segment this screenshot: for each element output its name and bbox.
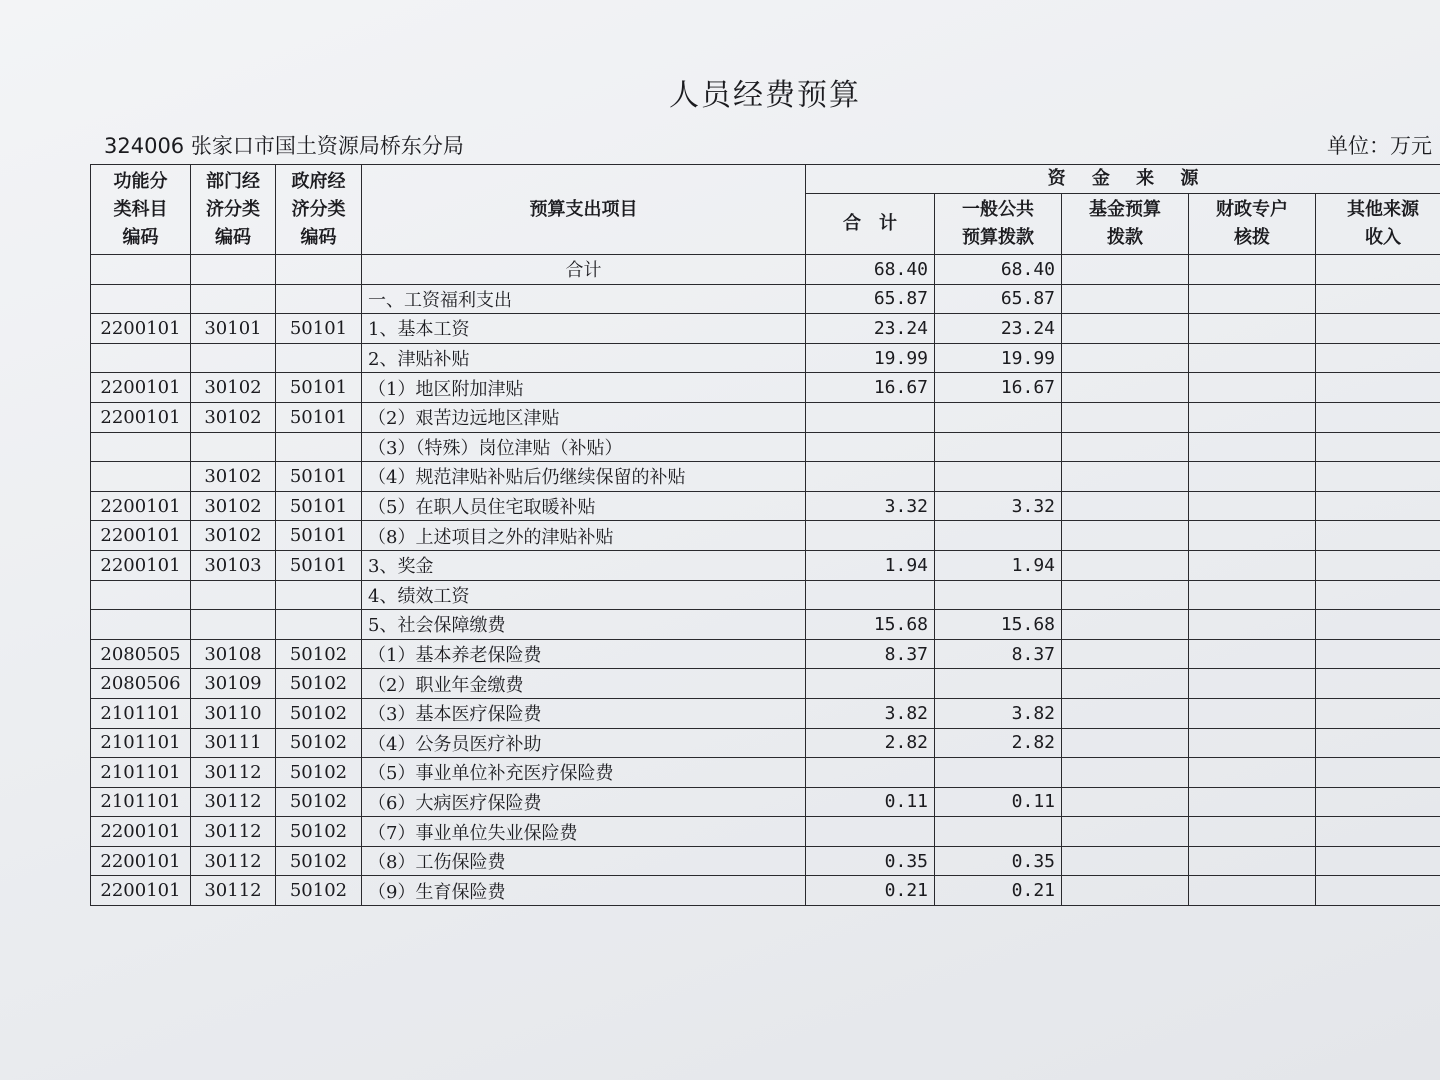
fund-cell bbox=[1062, 373, 1189, 403]
header-other: 其他来源 收入 bbox=[1316, 194, 1440, 255]
gov-code-cell: 50102 bbox=[276, 698, 362, 728]
item-cell: （2）职业年金缴费 bbox=[362, 669, 806, 699]
func-code-cell: 2080506 bbox=[91, 669, 191, 699]
fund-cell bbox=[1062, 639, 1189, 669]
total-cell bbox=[806, 669, 935, 699]
dept-code-cell bbox=[191, 610, 276, 640]
fund-cell bbox=[1062, 255, 1189, 285]
total-cell bbox=[806, 580, 935, 610]
total-cell bbox=[806, 521, 935, 551]
table-row bbox=[91, 402, 1440, 432]
special-cell bbox=[1189, 817, 1316, 847]
other-cell bbox=[1316, 639, 1440, 669]
dept-code-cell bbox=[191, 580, 276, 610]
table-row bbox=[91, 876, 1440, 906]
table-row bbox=[91, 462, 1440, 492]
other-cell bbox=[1316, 284, 1440, 314]
special-cell bbox=[1189, 521, 1316, 551]
general-cell: 8.37 bbox=[935, 639, 1062, 669]
total-cell: 2.82 bbox=[806, 728, 935, 758]
table-row bbox=[91, 758, 1440, 788]
general-cell: 68.40 bbox=[935, 255, 1062, 285]
fund-cell bbox=[1062, 491, 1189, 521]
gov-code-cell: 50101 bbox=[276, 314, 362, 344]
special-cell bbox=[1189, 669, 1316, 699]
general-cell bbox=[935, 432, 1062, 462]
header-item: 预算支出项目 bbox=[362, 165, 806, 255]
table-row bbox=[91, 846, 1440, 876]
gov-code-cell: 50101 bbox=[276, 491, 362, 521]
total-cell bbox=[806, 462, 935, 492]
fund-cell bbox=[1062, 787, 1189, 817]
special-cell bbox=[1189, 550, 1316, 580]
func-code-cell: 2200101 bbox=[91, 373, 191, 403]
item-cell: （8）上述项目之外的津贴补贴 bbox=[362, 521, 806, 551]
dept-code-cell bbox=[191, 343, 276, 373]
budget-table-body bbox=[91, 255, 1440, 906]
header-general: 一般公共 预算拨款 bbox=[935, 194, 1062, 255]
gov-code-cell bbox=[276, 610, 362, 640]
gov-code-cell: 50101 bbox=[276, 402, 362, 432]
table-row bbox=[91, 580, 1440, 610]
func-code-cell bbox=[91, 610, 191, 640]
func-code-cell: 2101101 bbox=[91, 728, 191, 758]
special-cell bbox=[1189, 462, 1316, 492]
fund-cell bbox=[1062, 698, 1189, 728]
general-cell: 3.82 bbox=[935, 698, 1062, 728]
other-cell bbox=[1316, 669, 1440, 699]
special-cell bbox=[1189, 698, 1316, 728]
special-cell bbox=[1189, 255, 1316, 285]
func-code-cell: 2200101 bbox=[91, 491, 191, 521]
gov-code-cell bbox=[276, 432, 362, 462]
dept-code-cell: 30102 bbox=[191, 521, 276, 551]
gov-code-cell: 50101 bbox=[276, 462, 362, 492]
special-cell bbox=[1189, 432, 1316, 462]
table-row bbox=[91, 432, 1440, 462]
item-cell: （9）生育保险费 bbox=[362, 876, 806, 906]
dept-code-cell: 30111 bbox=[191, 728, 276, 758]
func-code-cell: 2200101 bbox=[91, 521, 191, 551]
other-cell bbox=[1316, 343, 1440, 373]
special-cell bbox=[1189, 402, 1316, 432]
func-code-cell bbox=[91, 284, 191, 314]
total-cell: 0.35 bbox=[806, 846, 935, 876]
header-fund-source: 资 金 来 源 bbox=[806, 165, 1440, 194]
fund-cell bbox=[1062, 314, 1189, 344]
table-row bbox=[91, 491, 1440, 521]
special-cell bbox=[1189, 610, 1316, 640]
gov-code-cell: 50101 bbox=[276, 521, 362, 551]
other-cell bbox=[1316, 758, 1440, 788]
fund-cell bbox=[1062, 432, 1189, 462]
other-cell bbox=[1316, 491, 1440, 521]
fund-cell bbox=[1062, 550, 1189, 580]
dept-code-cell: 30102 bbox=[191, 491, 276, 521]
dept-code-cell: 30103 bbox=[191, 550, 276, 580]
dept-code-cell: 30112 bbox=[191, 758, 276, 788]
general-cell: 16.67 bbox=[935, 373, 1062, 403]
item-cell: （7）事业单位失业保险费 bbox=[362, 817, 806, 847]
fund-cell bbox=[1062, 846, 1189, 876]
general-cell bbox=[935, 758, 1062, 788]
other-cell bbox=[1316, 462, 1440, 492]
header-fund: 基金预算 拨款 bbox=[1062, 194, 1189, 255]
total-cell: 16.67 bbox=[806, 373, 935, 403]
special-cell bbox=[1189, 343, 1316, 373]
func-code-cell: 2200101 bbox=[91, 550, 191, 580]
item-cell: 一、工资福利支出 bbox=[362, 284, 806, 314]
item-cell: （5）事业单位补充医疗保险费 bbox=[362, 758, 806, 788]
item-cell: 2、津贴补贴 bbox=[362, 343, 806, 373]
dept-code-cell: 30108 bbox=[191, 639, 276, 669]
total-cell: 8.37 bbox=[806, 639, 935, 669]
table-row bbox=[91, 787, 1440, 817]
special-cell bbox=[1189, 639, 1316, 669]
special-cell bbox=[1189, 373, 1316, 403]
table-row bbox=[91, 817, 1440, 847]
other-cell bbox=[1316, 610, 1440, 640]
gov-code-cell: 50102 bbox=[276, 639, 362, 669]
header-gov-code: 政府经 济分类 编码 bbox=[276, 165, 362, 255]
table-row bbox=[91, 698, 1440, 728]
func-code-cell: 2200101 bbox=[91, 876, 191, 906]
total-cell bbox=[806, 817, 935, 847]
special-cell bbox=[1189, 728, 1316, 758]
table-row bbox=[91, 373, 1440, 403]
other-cell bbox=[1316, 521, 1440, 551]
other-cell bbox=[1316, 787, 1440, 817]
fund-cell bbox=[1062, 669, 1189, 699]
func-code-cell bbox=[91, 462, 191, 492]
header-row-1 bbox=[91, 165, 1440, 194]
total-cell bbox=[806, 402, 935, 432]
func-code-cell: 2101101 bbox=[91, 758, 191, 788]
other-cell bbox=[1316, 698, 1440, 728]
general-cell bbox=[935, 669, 1062, 699]
general-cell: 0.11 bbox=[935, 787, 1062, 817]
fund-cell bbox=[1062, 758, 1189, 788]
item-cell: （1）基本养老保险费 bbox=[362, 639, 806, 669]
general-cell bbox=[935, 580, 1062, 610]
func-code-cell: 2200101 bbox=[91, 314, 191, 344]
general-cell: 2.82 bbox=[935, 728, 1062, 758]
special-cell bbox=[1189, 491, 1316, 521]
dept-code-cell: 30112 bbox=[191, 846, 276, 876]
header-special: 财政专户 核拨 bbox=[1189, 194, 1316, 255]
special-cell bbox=[1189, 787, 1316, 817]
total-cell: 0.21 bbox=[806, 876, 935, 906]
dept-code-cell: 30102 bbox=[191, 462, 276, 492]
item-cell: （4）规范津贴补贴后仍继续保留的补贴 bbox=[362, 462, 806, 492]
item-cell: 合计 bbox=[362, 255, 806, 285]
gov-code-cell: 50102 bbox=[276, 846, 362, 876]
gov-code-cell bbox=[276, 343, 362, 373]
general-cell: 3.32 bbox=[935, 491, 1062, 521]
func-code-cell: 2200101 bbox=[91, 846, 191, 876]
dept-code-cell bbox=[191, 255, 276, 285]
total-cell bbox=[806, 432, 935, 462]
general-cell bbox=[935, 817, 1062, 847]
budget-table bbox=[90, 164, 1440, 906]
func-code-cell: 2101101 bbox=[91, 698, 191, 728]
table-row bbox=[91, 521, 1440, 551]
gov-code-cell: 50102 bbox=[276, 787, 362, 817]
dept-code-cell: 30109 bbox=[191, 669, 276, 699]
item-cell: （6）大病医疗保险费 bbox=[362, 787, 806, 817]
general-cell: 19.99 bbox=[935, 343, 1062, 373]
dept-code-cell: 30102 bbox=[191, 402, 276, 432]
func-code-cell: 2200101 bbox=[91, 402, 191, 432]
func-code-cell bbox=[91, 580, 191, 610]
total-cell: 23.24 bbox=[806, 314, 935, 344]
table-row bbox=[91, 728, 1440, 758]
gov-code-cell: 50101 bbox=[276, 373, 362, 403]
special-cell bbox=[1189, 580, 1316, 610]
item-cell: （5）在职人员住宅取暖补贴 bbox=[362, 491, 806, 521]
fund-cell bbox=[1062, 610, 1189, 640]
item-cell: 3、奖金 bbox=[362, 550, 806, 580]
total-cell: 3.82 bbox=[806, 698, 935, 728]
dept-code-cell: 30112 bbox=[191, 787, 276, 817]
fund-cell bbox=[1062, 521, 1189, 551]
table-row bbox=[91, 550, 1440, 580]
func-code-cell bbox=[91, 255, 191, 285]
special-cell bbox=[1189, 314, 1316, 344]
other-cell bbox=[1316, 846, 1440, 876]
header-total: 合 计 bbox=[806, 194, 935, 255]
fund-cell bbox=[1062, 817, 1189, 847]
gov-code-cell bbox=[276, 255, 362, 285]
other-cell bbox=[1316, 876, 1440, 906]
fund-cell bbox=[1062, 462, 1189, 492]
special-cell bbox=[1189, 284, 1316, 314]
dept-code-cell: 30102 bbox=[191, 373, 276, 403]
item-cell: 1、基本工资 bbox=[362, 314, 806, 344]
general-cell: 0.21 bbox=[935, 876, 1062, 906]
fund-cell bbox=[1062, 728, 1189, 758]
gov-code-cell: 50101 bbox=[276, 550, 362, 580]
general-cell: 0.35 bbox=[935, 846, 1062, 876]
gov-code-cell: 50102 bbox=[276, 669, 362, 699]
other-cell bbox=[1316, 432, 1440, 462]
func-code-cell: 2200101 bbox=[91, 817, 191, 847]
total-cell: 65.87 bbox=[806, 284, 935, 314]
fund-cell bbox=[1062, 402, 1189, 432]
item-cell: 4、绩效工资 bbox=[362, 580, 806, 610]
item-cell: （3）基本医疗保险费 bbox=[362, 698, 806, 728]
header-dept-code: 部门经 济分类 编码 bbox=[191, 165, 276, 255]
item-cell: （2）艰苦边远地区津贴 bbox=[362, 402, 806, 432]
unit-label: 单位：万元 bbox=[1327, 134, 1432, 158]
gov-code-cell: 50102 bbox=[276, 876, 362, 906]
general-cell bbox=[935, 462, 1062, 492]
other-cell bbox=[1316, 550, 1440, 580]
dept-code-cell bbox=[191, 432, 276, 462]
special-cell bbox=[1189, 876, 1316, 906]
table-row bbox=[91, 255, 1440, 285]
item-cell: （1）地区附加津贴 bbox=[362, 373, 806, 403]
gov-code-cell bbox=[276, 580, 362, 610]
header-func-code: 功能分 类科目 编码 bbox=[91, 165, 191, 255]
other-cell bbox=[1316, 728, 1440, 758]
item-cell: （8）工伤保险费 bbox=[362, 846, 806, 876]
total-cell: 3.32 bbox=[806, 491, 935, 521]
general-cell bbox=[935, 521, 1062, 551]
gov-code-cell: 50102 bbox=[276, 817, 362, 847]
general-cell: 1.94 bbox=[935, 550, 1062, 580]
other-cell bbox=[1316, 255, 1440, 285]
table-row bbox=[91, 284, 1440, 314]
func-code-cell bbox=[91, 343, 191, 373]
item-cell: 5、社会保障缴费 bbox=[362, 610, 806, 640]
total-cell: 19.99 bbox=[806, 343, 935, 373]
page-title: 人员经费预算 bbox=[669, 78, 861, 113]
table-row bbox=[91, 314, 1440, 344]
fund-cell bbox=[1062, 284, 1189, 314]
organization-label: 324006 张家口市国土资源局桥东分局 bbox=[104, 134, 464, 158]
func-code-cell: 2101101 bbox=[91, 787, 191, 817]
total-cell: 0.11 bbox=[806, 787, 935, 817]
other-cell bbox=[1316, 373, 1440, 403]
total-cell bbox=[806, 758, 935, 788]
general-cell: 23.24 bbox=[935, 314, 1062, 344]
gov-code-cell: 50102 bbox=[276, 758, 362, 788]
general-cell: 65.87 bbox=[935, 284, 1062, 314]
special-cell bbox=[1189, 846, 1316, 876]
fund-cell bbox=[1062, 343, 1189, 373]
gov-code-cell bbox=[276, 284, 362, 314]
func-code-cell: 2080505 bbox=[91, 639, 191, 669]
table-row bbox=[91, 610, 1440, 640]
total-cell: 1.94 bbox=[806, 550, 935, 580]
special-cell bbox=[1189, 758, 1316, 788]
general-cell bbox=[935, 402, 1062, 432]
total-cell: 15.68 bbox=[806, 610, 935, 640]
fund-cell bbox=[1062, 876, 1189, 906]
dept-code-cell: 30110 bbox=[191, 698, 276, 728]
other-cell bbox=[1316, 817, 1440, 847]
item-cell: （4）公务员医疗补助 bbox=[362, 728, 806, 758]
item-cell: （3）（特殊）岗位津贴（补贴） bbox=[362, 432, 806, 462]
other-cell bbox=[1316, 580, 1440, 610]
table-row bbox=[91, 669, 1440, 699]
dept-code-cell: 30101 bbox=[191, 314, 276, 344]
total-cell: 68.40 bbox=[806, 255, 935, 285]
general-cell: 15.68 bbox=[935, 610, 1062, 640]
dept-code-cell: 30112 bbox=[191, 817, 276, 847]
other-cell bbox=[1316, 314, 1440, 344]
fund-cell bbox=[1062, 580, 1189, 610]
dept-code-cell bbox=[191, 284, 276, 314]
other-cell bbox=[1316, 402, 1440, 432]
func-code-cell bbox=[91, 432, 191, 462]
table-row bbox=[91, 639, 1440, 669]
table-row bbox=[91, 343, 1440, 373]
gov-code-cell: 50102 bbox=[276, 728, 362, 758]
dept-code-cell: 30112 bbox=[191, 876, 276, 906]
